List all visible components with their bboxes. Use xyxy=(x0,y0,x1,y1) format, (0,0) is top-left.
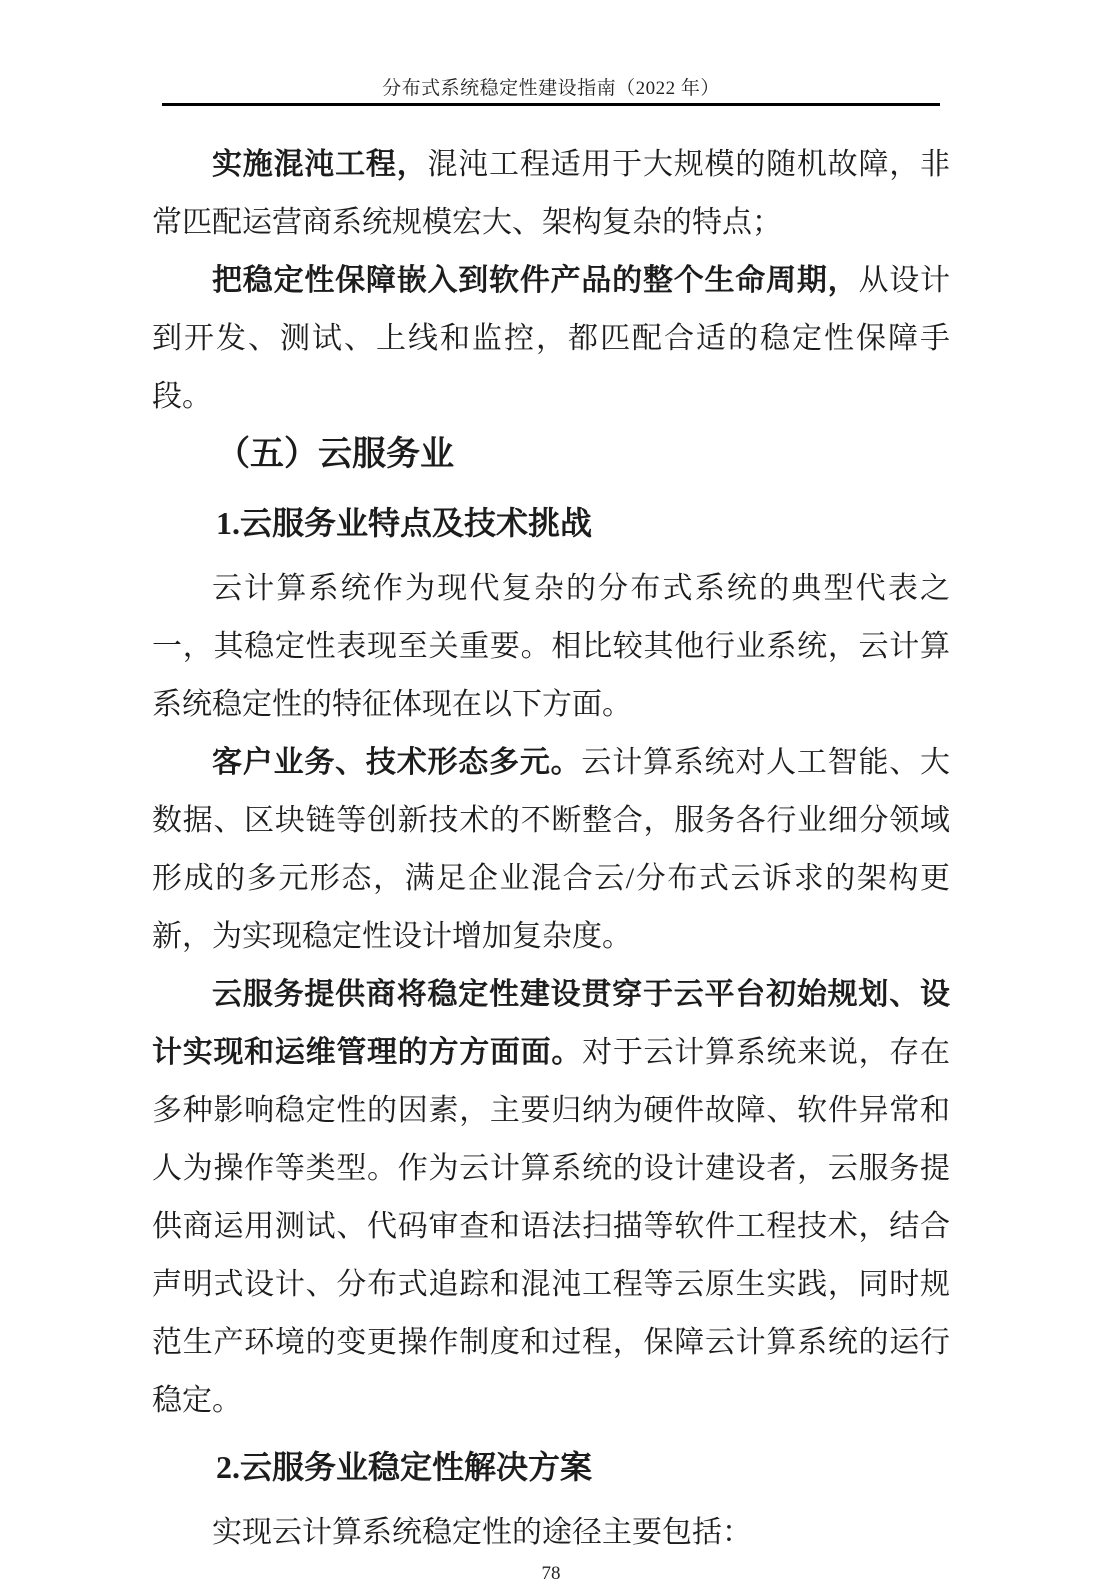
paragraph xyxy=(152,966,950,1430)
paragraph xyxy=(152,136,950,252)
paragraph-lead-bold: 实施混沌工程， xyxy=(212,148,428,181)
paragraph-text: 云计算系统对人工智能、大数据、区块链等创新技术的不断整合，服务各行业细分领域形成的多元形态，满足企业混合云/分布式云诉求的架构更新，为实现稳定性设计增加复杂度。 xyxy=(152,746,951,953)
paragraph-text: 混沌工程适用于大规模的随机故障，非常匹配运营商系统规模宏大、架构复杂的特点； xyxy=(152,148,951,239)
paragraph xyxy=(152,560,950,734)
document-body xyxy=(152,136,950,1562)
paragraph xyxy=(152,252,950,426)
subsection-heading: 1.云服务业特点及技术挑战 xyxy=(216,505,593,541)
paragraph-text: 云计算系统作为现代复杂的分布式系统的典型代表之一，其稳定性表现至关重要。相比较其他行业系统，云计算系统稳定性的特征体现在以下方面。 xyxy=(152,572,950,721)
paragraph-text: 对于云计算系统来说，存在多种影响稳定性的因素，主要归纳为硬件故障、软件异常和人为操作等类型。作为云计算系统的设计建设者，云服务提供商运用测试、代码审查和语法扫描等软件工程技术，结合声明式设计、分布式追踪和混沌工程等云原生实践，同时规范生产环境的变更操作制度和过程，保障云计算系统的运行稳定。 xyxy=(152,1036,951,1417)
running-header-title: 分布式系统稳定性建设指南（2022 年） xyxy=(382,78,720,99)
subsection-heading: 2.云服务业稳定性解决方案 xyxy=(216,1449,593,1485)
paragraph xyxy=(152,734,950,966)
page-number: 78 xyxy=(541,1563,561,1584)
paragraph-lead-bold: 客户业务、技术形态多元。 xyxy=(212,746,582,779)
paragraph-text: 实现云计算系统稳定性的途径主要包括： xyxy=(212,1516,752,1549)
header-rule xyxy=(162,103,940,106)
paragraph-lead-bold: 云服务提供商将稳定性建设贯穿于云平台初始规划、设计实现和运维管理的方方面面。 xyxy=(152,978,950,1069)
paragraph-lead-bold: 把稳定性保障嵌入到软件产品的整个生命周期， xyxy=(212,264,859,297)
paragraph xyxy=(152,1504,950,1562)
paragraph-text: 从设计到开发、测试、上线和监控，都匹配合适的稳定性保障手段。 xyxy=(152,264,951,413)
section-heading: （五）云服务业 xyxy=(216,436,454,473)
